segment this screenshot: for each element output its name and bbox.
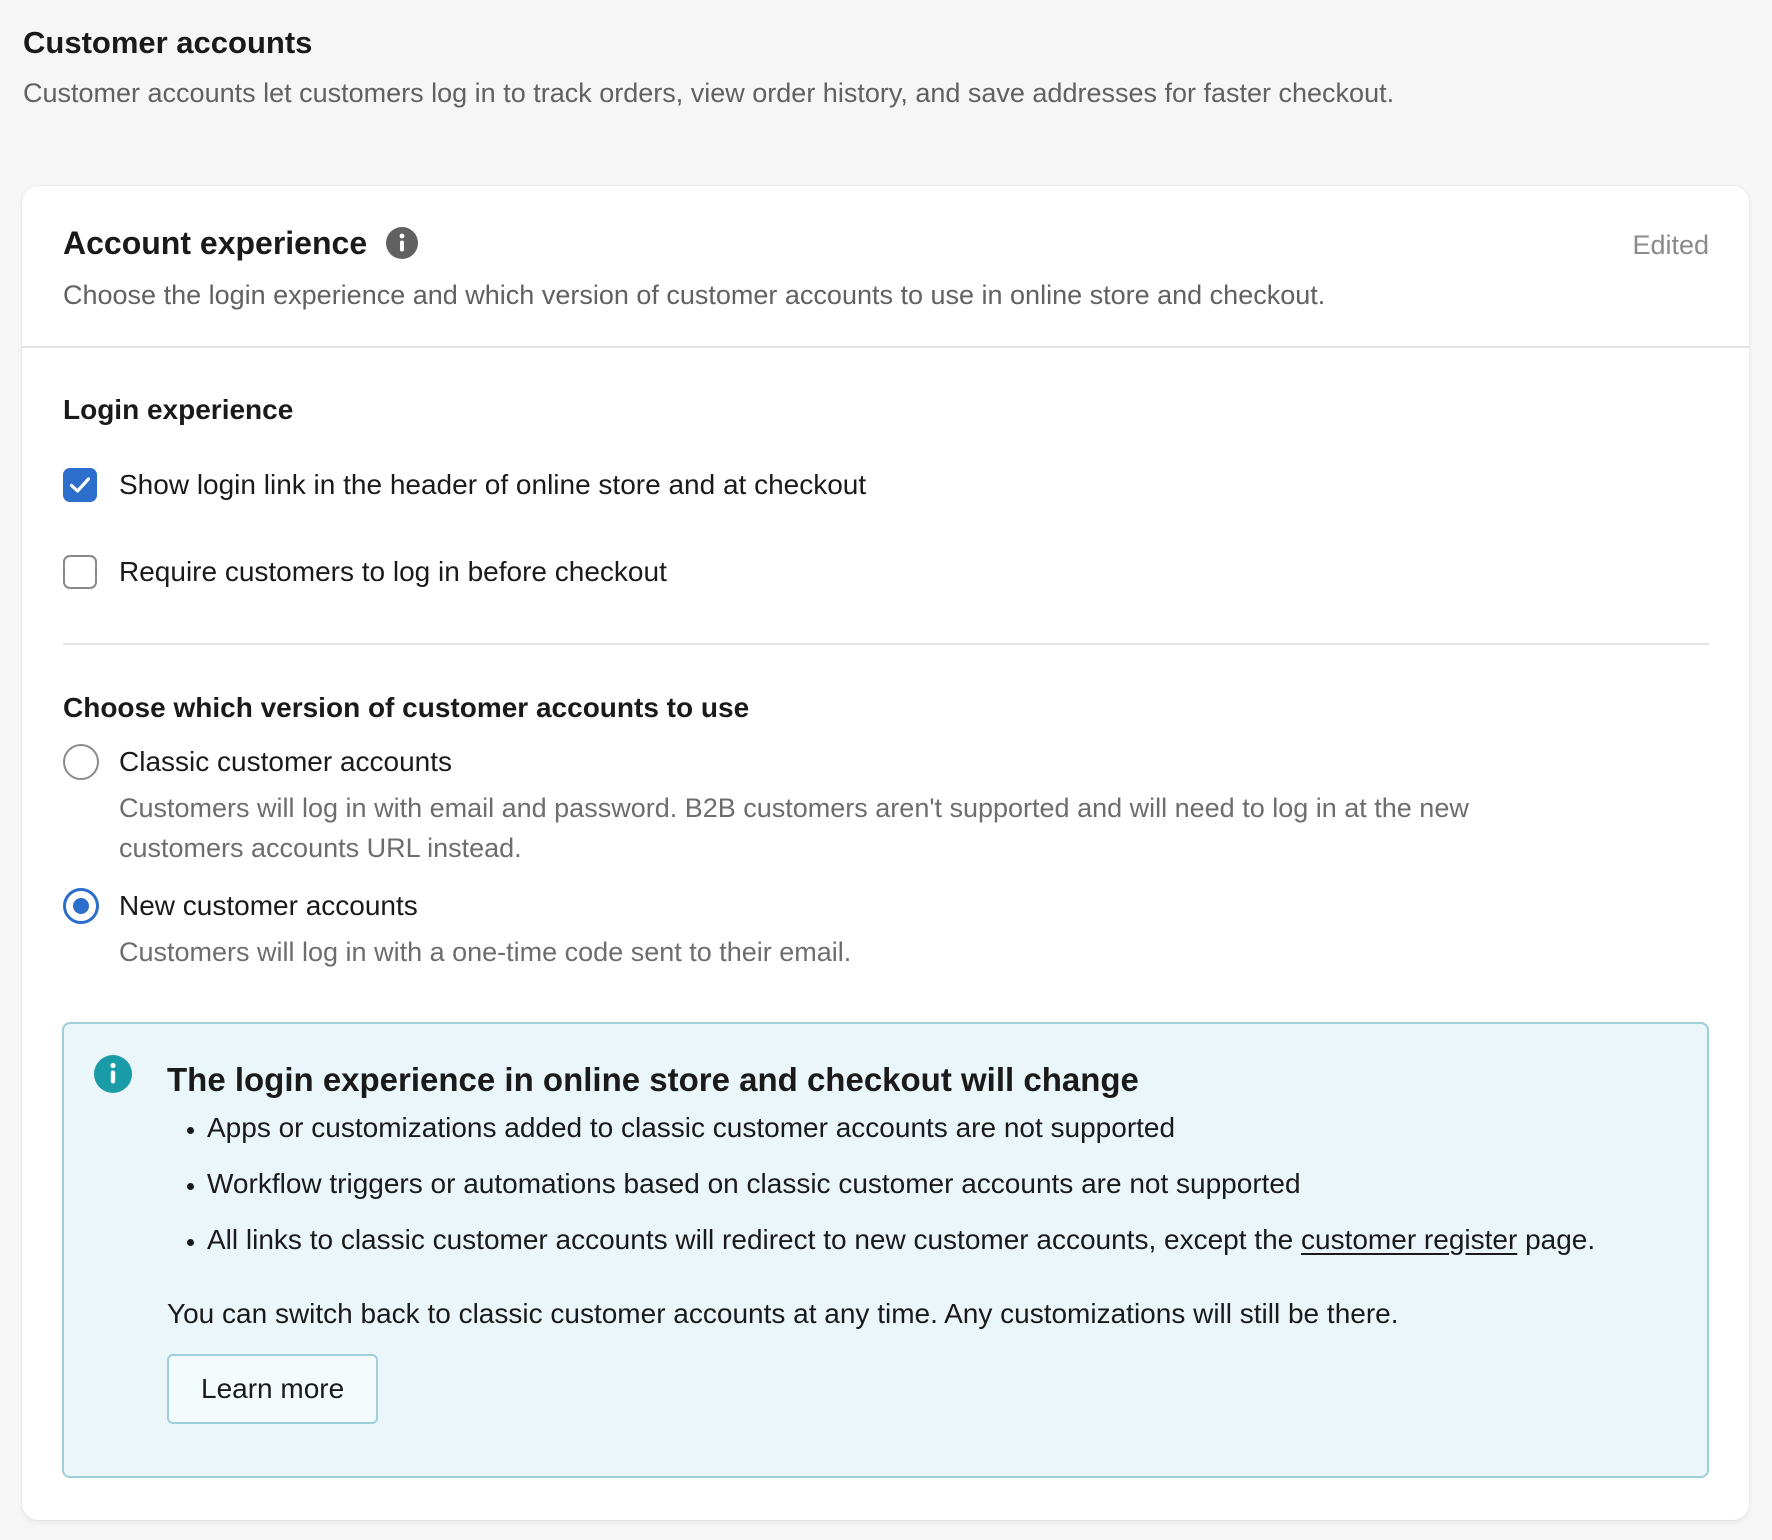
- page-subtitle: Customer accounts let customers log in to track orders, view order history, and save addresses for faster checkout.: [23, 78, 1395, 108]
- info-banner: [62, 1022, 1709, 1478]
- new-accounts-radio[interactable]: [63, 888, 99, 924]
- new-accounts-label: New customer accounts: [119, 890, 418, 921]
- page-title: Customer accounts: [23, 25, 313, 60]
- customer-register-link[interactable]: customer register: [1301, 1224, 1518, 1255]
- banner-title: The login experience in online store and checkout will change: [167, 1061, 1139, 1098]
- require-login-label: Require customers to log in before checkout: [119, 556, 667, 587]
- section-divider: [63, 643, 1709, 645]
- page-header: [23, 22, 1742, 112]
- list-item-text: All links to classic customer accounts will redirect to new customer accounts, except the: [207, 1224, 1301, 1255]
- classic-accounts-text: [119, 742, 1579, 868]
- card-title: [63, 221, 419, 265]
- list-item-text-end: page.: [1517, 1224, 1596, 1255]
- info-icon[interactable]: [385, 226, 419, 260]
- classic-accounts-radio[interactable]: [63, 744, 99, 780]
- info-icon: [93, 1054, 133, 1094]
- learn-more-button[interactable]: Learn more: [167, 1354, 378, 1424]
- banner-list: [167, 1108, 1677, 1260]
- new-accounts-text: [119, 886, 1579, 972]
- classic-accounts-help: Customers will log in with email and password. B2B customers aren't supported and will need to log in at the new customers accounts URL instead.: [119, 793, 1469, 863]
- edited-status: Edited: [1632, 230, 1709, 260]
- version-title: Choose which version of customer accounts to use: [63, 692, 750, 723]
- new-accounts-help: Customers will log in with a one-time code sent to their email.: [119, 937, 852, 967]
- show-login-link-checkbox-row[interactable]: [63, 465, 866, 505]
- classic-accounts-radio-row[interactable]: [63, 742, 1579, 868]
- card-header: [22, 186, 1749, 348]
- list-item: [207, 1220, 1677, 1260]
- login-experience-title: Login experience: [63, 394, 294, 425]
- new-accounts-radio-row[interactable]: [63, 886, 1579, 972]
- list-item: • Apps or customizations added to classic customer accounts are not supported: [207, 1108, 1677, 1148]
- banner-content: [167, 1058, 1677, 1424]
- show-login-link-checkbox[interactable]: [63, 468, 97, 502]
- card-title-text: Account experience: [63, 225, 368, 261]
- require-login-checkbox[interactable]: [63, 555, 97, 589]
- list-item: • Workflow triggers or automations based on classic customer accounts are not supported: [207, 1164, 1677, 1204]
- classic-accounts-label: Classic customer accounts: [119, 746, 453, 777]
- banner-note: You can switch back to classic customer accounts at any time. Any customizations will still be there.: [167, 1298, 1399, 1329]
- account-experience-card: [22, 186, 1749, 1520]
- card-description: Choose the login experience and which version of customer accounts to use in online store and checkout.: [63, 280, 1326, 310]
- require-login-checkbox-row[interactable]: [63, 552, 667, 592]
- show-login-link-label: Show login link in the header of online store and at checkout: [119, 469, 867, 500]
- checkmark-icon: [69, 476, 91, 494]
